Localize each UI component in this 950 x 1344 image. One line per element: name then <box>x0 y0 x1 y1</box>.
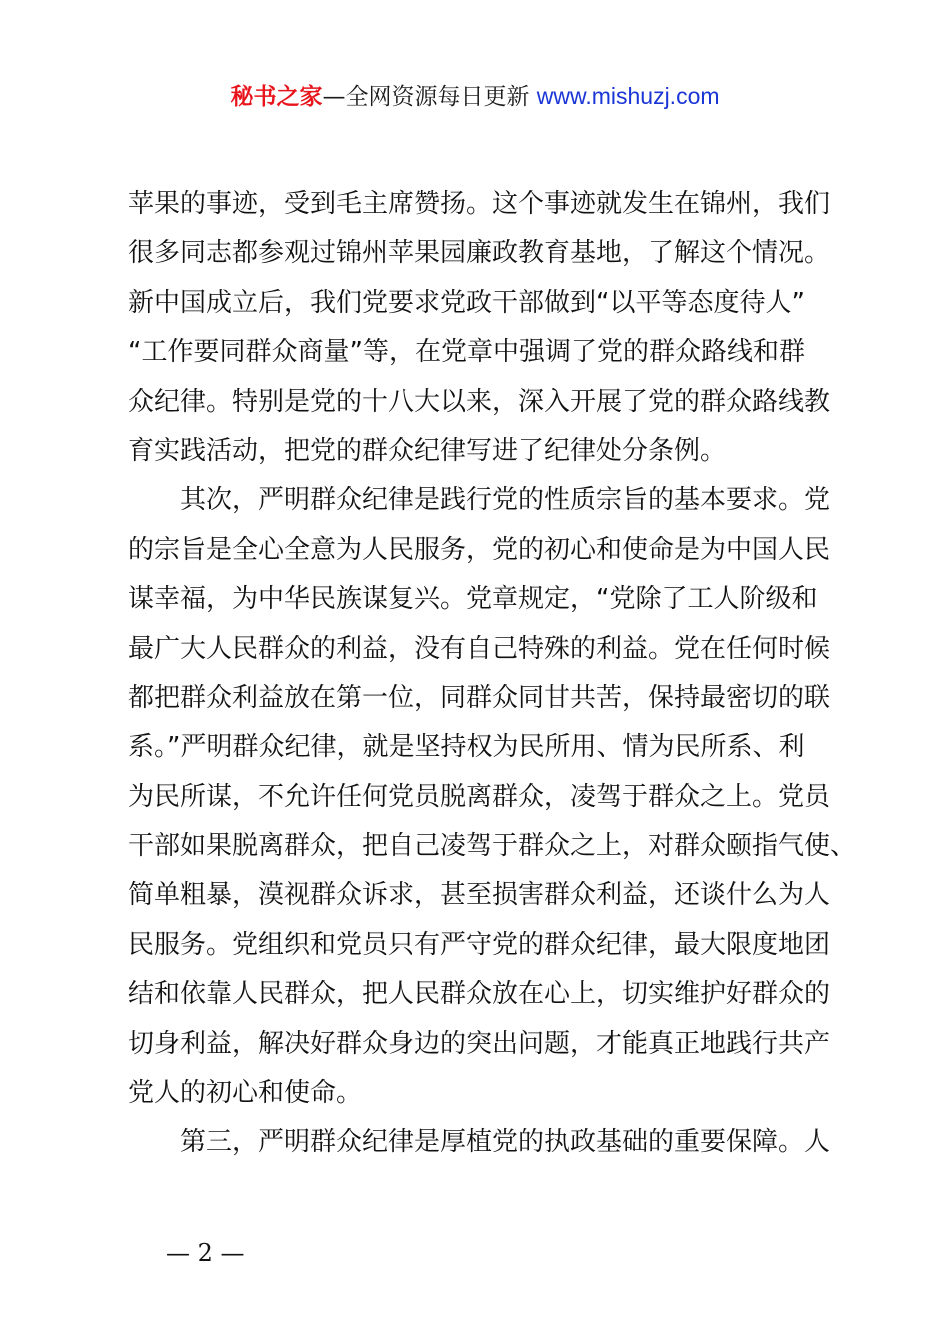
text-line: 新中国成立后，我们党要求党政干部做到“以平等态度待人” <box>128 287 805 318</box>
site-url-link[interactable]: www.mishuzj.com <box>536 83 720 109</box>
text-line: 干部如果脱离群众，把自己凌驾于群众之上，对群众颐指气使、 <box>128 831 857 862</box>
text-line: 结和依靠人民群众，把人民群众放在心上，切实维护好群众的 <box>128 979 831 1010</box>
page-header <box>0 80 950 113</box>
text-line: 党人的初心和使命。 <box>128 1078 363 1109</box>
text-line: 很多同志都参观过锦州苹果园廉政教育基地，了解这个情况。 <box>128 238 831 269</box>
text-line: 都把群众利益放在第一位，同群众同甘共苦，保持最密切的联 <box>128 682 831 713</box>
text-line: “工作要同群众商量”等，在党章中强调了党的群众路线和群 <box>128 337 805 368</box>
site-slogan: —全网资源每日更新 <box>322 84 537 110</box>
text-line: 育实践活动，把党的群众纪律写进了纪律处分条例。 <box>128 435 727 466</box>
document-body <box>128 180 857 1168</box>
text-line: 众纪律。特别是党的十八大以来，深入开展了党的群众路线教 <box>128 386 831 417</box>
text-line: 为民所谋，不允许任何党员脱离群众，凌驾于群众之上。党员 <box>128 781 831 812</box>
text-line: 苹果的事迹，受到毛主席赞扬。这个事迹就发生在锦州，我们 <box>128 189 831 219</box>
paragraph-start-line: 第三，严明群众纪律是厚植党的执政基础的重要保障。人 <box>180 1127 831 1158</box>
page-number: — 2 — <box>166 1239 245 1267</box>
text-line: 切身利益，解决好群众身边的突出问题，才能真正地践行共产 <box>128 1028 831 1059</box>
text-line: 系。”严明群众纪律，就是坚持权为民所用、情为民所系、利 <box>128 732 805 763</box>
site-brand: 秘书之家 <box>230 84 323 110</box>
text-line: 的宗旨是全心全意为人民服务，党的初心和使命是为中国人民 <box>128 534 831 565</box>
text-line: 最广大人民群众的利益，没有自己特殊的利益。党在任何时候 <box>128 633 831 664</box>
text-line: 谋幸福，为中华民族谋复兴。党章规定，“党除了工人阶级和 <box>128 584 818 615</box>
text-line: 民服务。党组织和党员只有严守党的群众纪律，最大限度地团 <box>128 929 831 960</box>
paragraph-start-line: 其次，严明群众纪律是践行党的性质宗旨的基本要求。党 <box>180 485 831 516</box>
text-line: 简单粗暴，漠视群众诉求，甚至损害群众利益，还谈什么为人 <box>128 880 831 911</box>
